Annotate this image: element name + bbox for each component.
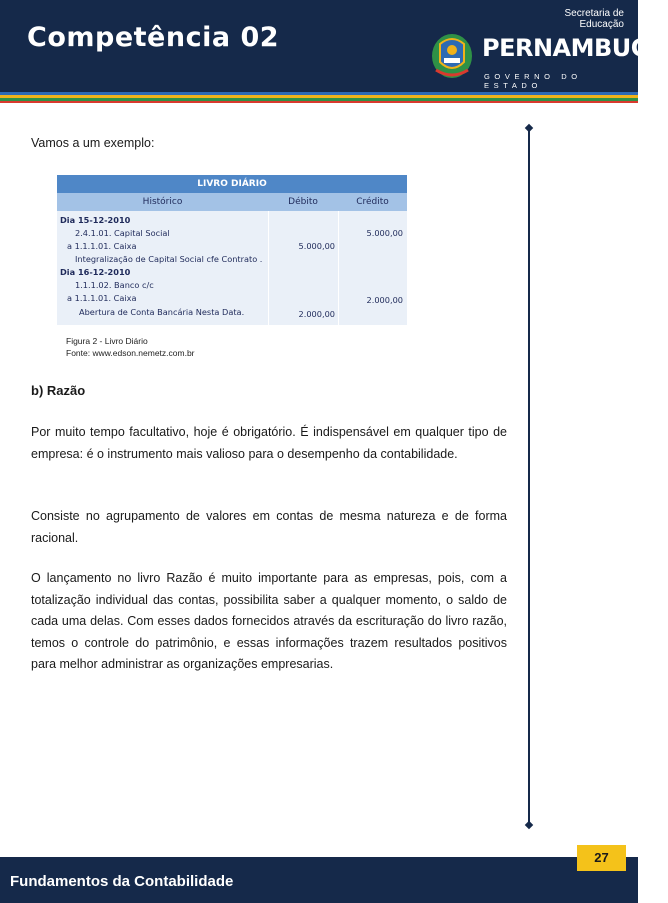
- table-row: Dia 15-12-2010: [60, 215, 131, 225]
- header-stripe-red: [0, 101, 638, 103]
- livro-diario-title: LIVRO DIÁRIO: [57, 175, 407, 193]
- state-subtitle: GOVERNO DO ESTADO: [484, 72, 582, 90]
- header-historico: Histórico: [142, 197, 183, 207]
- page-footer: [0, 857, 638, 903]
- table-cell-debito: 2.000,00: [298, 309, 335, 319]
- paragraph: Por muito tempo facultativo, hoje é obrigatório. É indispensável em qualquer tipo de empresa: é o instrumento mais valioso para o desempenho da contabilidade.: [31, 425, 507, 461]
- table-row: Abertura de Conta Bancária Nesta Data.: [79, 307, 245, 317]
- margin-rule: [528, 128, 530, 825]
- table-cell-credito: 2.000,00: [366, 295, 403, 305]
- table-cell-credito: 5.000,00: [366, 228, 403, 238]
- section-subheading: b) Razão: [31, 383, 86, 398]
- page-title: Competência 02: [27, 22, 280, 53]
- margin-rule-top-dot: [525, 124, 533, 132]
- paragraph: O lançamento no livro Razão é muito importante para as empresas, pois, com a totalização individual das contas, possibilita saber a qualquer momento, o saldo de cada uma delas. Com esses dados fornecidos através da escrituração do livro razão, temos o controle do patrimônio, e essas informações trazem resultados positivos para melhor administrar as organizações empresarias.: [31, 571, 507, 671]
- page-number: 27: [577, 845, 626, 871]
- figure-caption: Figura 2 - Livro Diário Fonte: www.edson.nemetz.com.br: [66, 336, 195, 358]
- state-name: PERNAMBUCO: [482, 34, 668, 62]
- table-cell-debito: 5.000,00: [298, 241, 335, 251]
- livro-diario-body: [57, 211, 407, 325]
- table-row: a 1.1.1.01. Caixa: [67, 241, 137, 251]
- livro-diario-figure: [57, 175, 407, 325]
- table-row: Integralização de Capital Social cfe Contrato .: [75, 254, 263, 264]
- livro-diario-header: [57, 193, 407, 211]
- table-row: a 1.1.1.01. Caixa: [67, 293, 137, 303]
- header-debito: Débito: [288, 197, 318, 207]
- footer-title: Fundamentos da Contabilidade: [10, 873, 234, 890]
- secretaria-label: Secretaria de Educação: [564, 8, 624, 30]
- paragraph: Consiste no agrupamento de valores em contas de mesma natureza e de forma racional.: [31, 509, 507, 545]
- table-row: 1.1.1.02. Banco c/c: [75, 280, 154, 290]
- table-row: Dia 16-12-2010: [60, 267, 131, 277]
- intro-text: Vamos a um exemplo:: [31, 136, 155, 150]
- margin-rule-bottom-dot: [525, 821, 533, 829]
- header-credito: Crédito: [356, 197, 389, 207]
- coat-of-arms-icon: [430, 30, 474, 80]
- page-header: [0, 0, 668, 92]
- table-row: 2.4.1.01. Capital Social: [75, 228, 170, 238]
